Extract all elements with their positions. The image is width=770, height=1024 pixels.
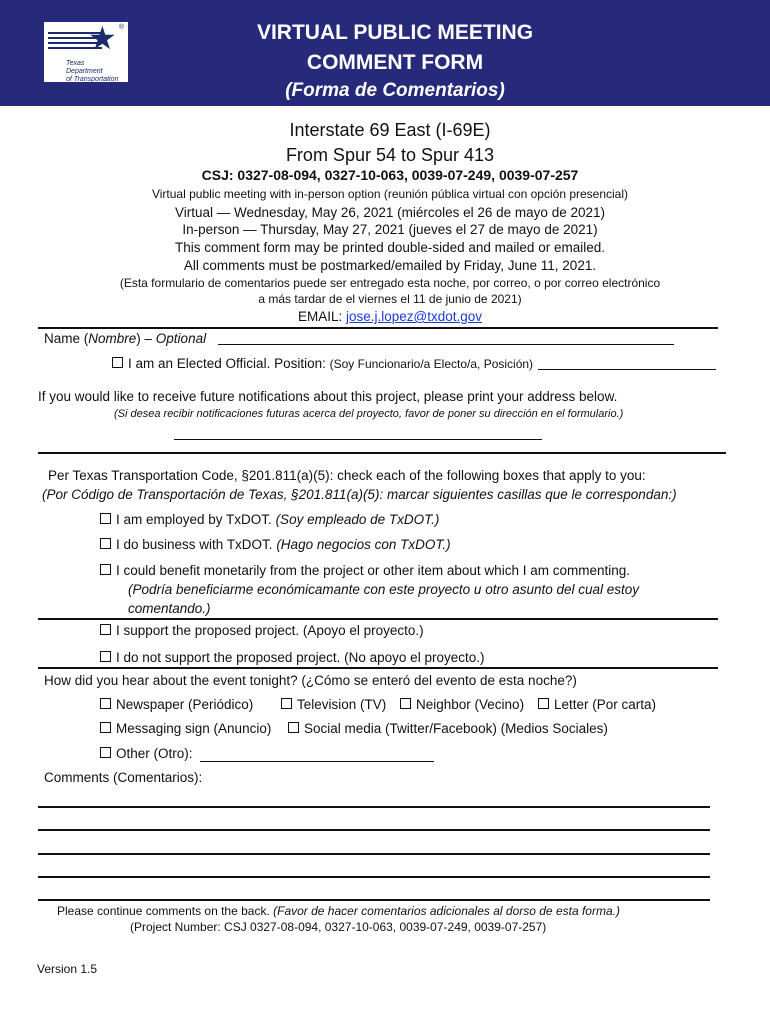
neighbor-checkbox[interactable] [400, 698, 411, 709]
divider-2 [38, 618, 718, 620]
project-limits: From Spur 54 to Spur 413 [285, 145, 495, 165]
position-input-line[interactable] [538, 369, 716, 370]
form-title-line-1: VIRTUAL PUBLIC MEETING [256, 21, 534, 44]
logo-text-line-1: Texas [66, 60, 85, 67]
divider-1 [38, 327, 718, 329]
elected-official-label-es: (Soy Funcionario/a Electo/a, Posición) [329, 357, 534, 371]
logo-registered-mark: ® [118, 24, 124, 31]
benefit-label-es-1: (Podría beneficiarme económicamante con este proyecto u otro asunto del cual estoy [128, 582, 640, 597]
support-label: I support the proposed project. (Apoyo el proyecto.) [116, 623, 424, 638]
newspaper-label: Newspaper (Periódico) [116, 697, 254, 712]
benefit-label-es-2: comentando.) [128, 601, 211, 616]
option-sign [100, 721, 271, 736]
support-item [100, 623, 424, 638]
inperson-date: In-person — Thursday, May 27, 2021 (jueves el 27 de mayo de 2021) [182, 222, 598, 237]
address-input-line-2[interactable] [38, 452, 726, 454]
comments-label: Comments (Comentarios): [44, 770, 203, 785]
optional-label: Optional [155, 331, 207, 346]
notify-prompt: If you would like to receive future notifications about this project, please print your address below. [38, 389, 618, 404]
business-label-es: (Hago negocios con TxDOT.) [276, 537, 451, 552]
sign-checkbox[interactable] [100, 722, 111, 733]
not-support-item [100, 650, 484, 665]
address-input-line-1[interactable] [174, 439, 542, 440]
header-banner [0, 0, 770, 106]
tv-label: Television (TV) [297, 697, 387, 712]
logo-text-line-3: of Transportation [66, 76, 119, 83]
divider-3 [38, 667, 718, 669]
csj-numbers: CSJ: 0327-08-094, 0327-10-063, 0039-07-249, 0039-07-257 [201, 167, 579, 183]
option-neighbor [400, 697, 524, 712]
newspaper-checkbox[interactable] [100, 698, 111, 709]
employed-label-es: (Soy empleado de TxDOT.) [275, 512, 440, 527]
elected-official-label: I am an Elected Official. Position: [128, 356, 330, 371]
notify-prompt-es: (Si desea recibir notificaciones futuras acerca del proyecto, favor de poner su dirección en el formulario.) [114, 408, 624, 420]
continue-note-es: (Favor de hacer comentarios adicionales al dorso de esta forma.) [273, 904, 620, 918]
code-prompt: Per Texas Transportation Code, §201.811(a)(5): check each of the following boxes that apply to you: [48, 468, 646, 483]
form-title-line-2: COMMENT FORM [306, 51, 484, 74]
benefit-item [100, 563, 630, 578]
comment-line-1[interactable] [38, 806, 710, 808]
elected-official-checkbox[interactable] [112, 357, 123, 368]
benefit-label: I could benefit monetarily from the project or other item about which I am commenting. [116, 563, 630, 578]
option-other [100, 746, 193, 761]
star-icon: ★ [88, 20, 117, 56]
email-line [20, 309, 760, 324]
elected-official-item [112, 356, 533, 371]
not-support-label: I do not support the proposed project. (No apoyo el proyecto.) [116, 650, 485, 665]
email-link[interactable]: jose.j.lopez@txdot.gov [345, 309, 483, 324]
other-input-line[interactable] [200, 761, 434, 762]
other-checkbox[interactable] [100, 747, 111, 758]
business-item [100, 537, 451, 552]
meeting-type: Virtual public meeting with in-person option (reunión pública virtual con opción presencial) [151, 187, 629, 201]
comment-line-4[interactable] [38, 876, 710, 878]
spanish-note-line-1: (Esta formulario de comentarios puede ser entregado esta noche, por correo, o por correo electrónico [119, 276, 661, 290]
support-checkbox[interactable] [100, 624, 111, 635]
virtual-date: Virtual — Wednesday, May 26, 2021 (miércoles el 26 de mayo de 2021) [175, 205, 605, 220]
name-label-es: Nombre [88, 331, 137, 346]
hear-prompt: How did you hear about the event tonight? (¿Cómo se enteró del evento de esta noche?) [44, 673, 577, 688]
option-tv [281, 697, 386, 712]
print-note: This comment form may be printed double-sided and mailed or emailed. [175, 240, 605, 255]
not-support-checkbox[interactable] [100, 651, 111, 662]
txdot-logo [44, 22, 128, 82]
sign-label: Messaging sign (Anuncio) [116, 721, 272, 736]
business-checkbox[interactable] [100, 538, 111, 549]
project-name: Interstate 69 East (I-69E) [289, 120, 491, 140]
email-label: EMAIL: [297, 309, 346, 324]
benefit-checkbox[interactable] [100, 564, 111, 575]
letter-checkbox[interactable] [538, 698, 549, 709]
option-newspaper [100, 697, 253, 712]
continue-note-en: Please continue comments on the back. [57, 904, 274, 918]
logo-text [66, 60, 118, 84]
option-letter [538, 697, 656, 712]
code-prompt-es: (Por Código de Transportación de Texas, §201.811(a)(5): marcar siguientes casillas que le correspondan:) [42, 487, 677, 502]
comment-line-2[interactable] [38, 829, 710, 831]
tv-checkbox[interactable] [281, 698, 292, 709]
continue-note [57, 904, 620, 918]
comment-line-5[interactable] [38, 899, 710, 901]
name-label-text: Name ( [44, 331, 89, 346]
logo-text-line-2: Department [66, 68, 103, 75]
deadline-note: All comments must be postmarked/emailed by Friday, June 11, 2021. [183, 258, 597, 273]
comment-line-3[interactable] [38, 853, 710, 855]
letter-label: Letter (Por carta) [554, 697, 657, 712]
business-label: I do business with TxDOT. [116, 537, 277, 552]
other-label: Other (Otro): [116, 746, 193, 761]
name-input-line[interactable] [218, 344, 674, 345]
name-label [44, 331, 206, 346]
option-social [288, 721, 608, 736]
employed-item [100, 512, 439, 527]
social-label: Social media (Twitter/Facebook) (Medios Sociales) [304, 721, 608, 736]
social-checkbox[interactable] [288, 722, 299, 733]
employed-label: I am employed by TxDOT. [116, 512, 276, 527]
version-label: Version 1.5 [37, 962, 98, 976]
neighbor-label: Neighbor (Vecino) [416, 697, 525, 712]
employed-checkbox[interactable] [100, 513, 111, 524]
project-number: (Project Number: CSJ 0327-08-094, 0327-10-063, 0039-07-249, 0039-07-257) [130, 920, 547, 934]
spanish-note-line-2: a más tardar de el viernes el 11 de junio de 2021) [258, 292, 522, 306]
name-label-sep: ) – [136, 331, 156, 346]
form-subtitle: (Forma de Comentarios) [285, 80, 505, 101]
